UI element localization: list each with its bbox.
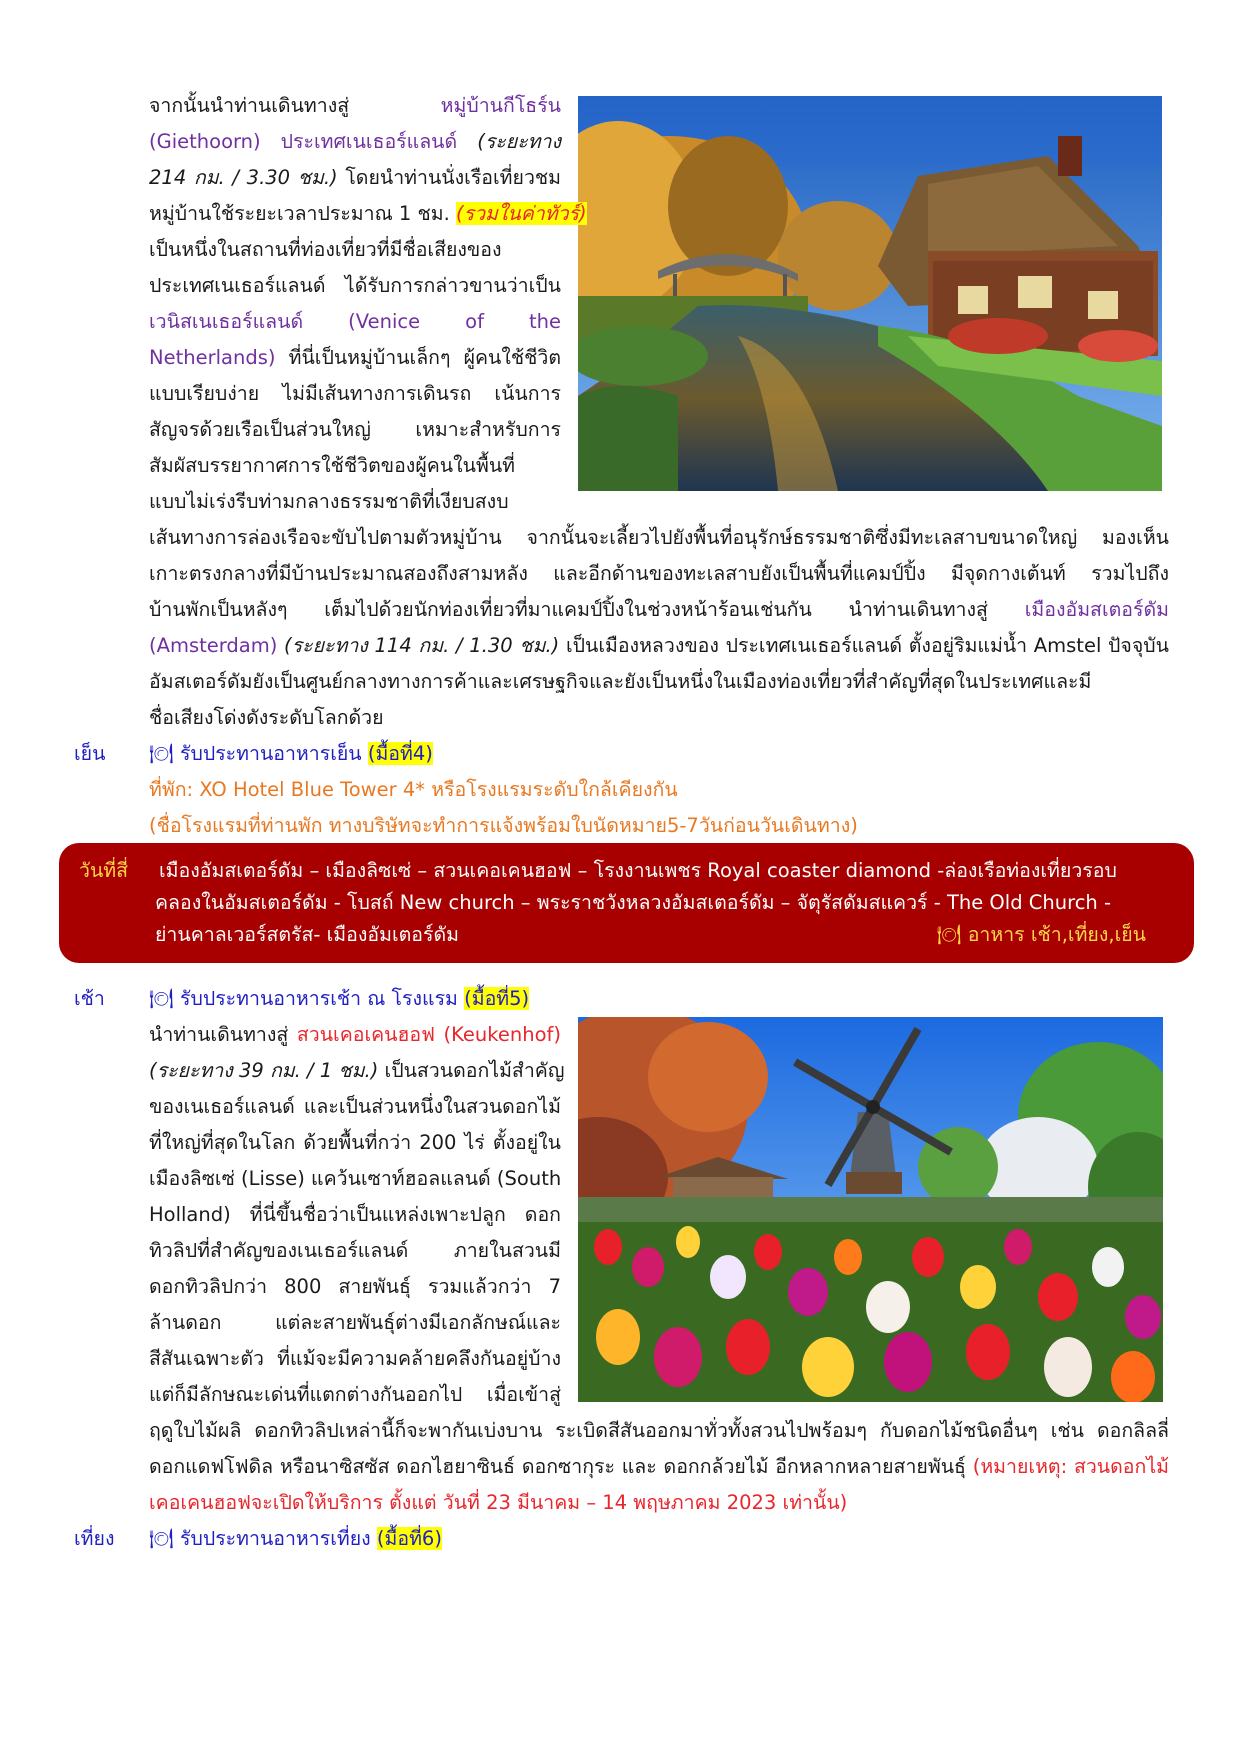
lunch-row xyxy=(149,1521,442,1557)
keukenhof-garden-name: สวนเคอเคนฮอฟ (Keukenhof) xyxy=(296,1023,561,1046)
giethoorn-line-6: ประเทศเนเธอร์แลนด์ ได้รับการกล่าวขานว่าเป็น xyxy=(149,274,561,297)
giethoorn-line-4 xyxy=(149,196,587,232)
keukenhof-distance: (ระยะทาง 39 กม. / 1 ชม.) xyxy=(149,1059,379,1082)
hotel-note: (ชื่อโรงแรมที่ท่านพัก ทางบริษัทจะทำการแจ้งพร้อมใบนัดหมาย5-7วันก่อนวันเดินทาง) xyxy=(149,814,858,837)
amsterdam-english-name: (Amsterdam) xyxy=(149,634,278,657)
meal-icon: 🍽 xyxy=(149,1527,174,1550)
keukenhof-line-10: สีสันเฉพาะตัว ที่แม้จะมีความคล้ายคลึงกันอยู่บ้าง xyxy=(149,1347,561,1370)
giethoorn-village-life: ที่นี่เป็นหมู่บ้านเล็กๆ ผู้คนใช้ชีวิต xyxy=(275,346,561,369)
itinerary-line-2: คลองในอัมสเตอร์ดัม - โบสถ์ New church – พระราชวังหลวงอัมสเตอร์ดัม – จัตุรัสดัมสแควร์ - The Old Church - xyxy=(155,891,1112,914)
amsterdam-city-name: เมืองอัมสเตอร์ดัม xyxy=(1024,598,1169,621)
dinner-text: รับประทานอาหารเย็น xyxy=(173,742,368,765)
keukenhof-note-start: (หมายเหตุ: สวนดอกไม้ xyxy=(972,1455,1169,1478)
dinner-meal-count: (มื้อที่4) xyxy=(367,742,433,765)
day-four-banner xyxy=(59,843,1194,963)
amsterdam-distance: (ระยะทาง 114 กม. / 1.30 ชม.) xyxy=(277,634,560,657)
lunch-text: รับประทานอาหารเที่ยง xyxy=(173,1527,377,1550)
giethoorn-line-15 xyxy=(149,592,1169,628)
giethoorn-line-12: แบบไม่เร่งรีบท่ามกลางธรรมชาติที่เงียบสงบ xyxy=(149,490,509,513)
keukenhof-line-5: เมืองลิซเซ่ (Lisse) แคว้นเซาท์ฮอลแลนด์ (South xyxy=(149,1167,562,1190)
keukenhof-flower-types: ดอกแดฟโฟดิล หรือนาซิสซัส ดอกไฮยาซินธ์ ดอกซากุระ และ ดอกกล้วยไม้ อีกหลากหลายสายพันธุ์ xyxy=(149,1455,973,1478)
giethoorn-line-2 xyxy=(149,124,561,160)
giethoorn-distance: 214 กม. / 3.30 ชม.) xyxy=(149,166,338,189)
netherlands-term: Netherlands) xyxy=(149,346,276,369)
keukenhof-windmill-illustration xyxy=(578,1017,1163,1402)
keukenhof-line-11: แต่ก็มีลักษณะเด่นที่แตกต่างกันออกไป เมื่อเข้าสู่ xyxy=(149,1383,561,1406)
giethoorn-line-3 xyxy=(149,160,561,196)
giethoorn-line-5: เป็นหนึ่งในสถานที่ท่องเที่ยวที่มีชื่อเสียงของ xyxy=(149,238,502,261)
day-meals: 🍽 อาหาร เช้า,เที่ยง,เย็น xyxy=(936,923,1146,946)
keukenhof-line-9: ล้านดอก แต่ละสายพันธุ์ต่างมีเอกลักษณ์และ xyxy=(149,1311,561,1334)
giethoorn-line-18: ชื่อเสียงโด่งดังระดับโลกด้วย xyxy=(149,706,384,729)
meal-icon: 🍽 xyxy=(149,987,174,1010)
giethoorn-line-14: เกาะตรงกลางที่มีบ้านประมาณสองถึงสามหลัง และอีกด้านของทะเลสาบยังเป็นพื้นที่แคมป์ปิ้ง มีจุดกางเต้นท์ รวมไปถึง xyxy=(149,562,1169,585)
venice-of-netherlands: เวนิสเนเธอร์แลนด์ (Venice of the xyxy=(149,310,561,333)
keukenhof-opening-note: เคอเคนฮอฟจะเปิดให้บริการ ตั้งแต่ วันที่ 23 มีนาคม – 14 พฤษภาคม 2023 เท่านั้น) xyxy=(149,1491,848,1514)
hotel-info: ที่พัก: XO Hotel Blue Tower 4* หรือโรงแรมระดับใกล้เคียงกัน xyxy=(149,778,678,801)
giethoorn-boat-tour: โดยนำท่านนั่งเรือเที่ยวชม xyxy=(337,166,561,189)
giethoorn-line-10: สัญจรด้วยเรือเป็นส่วนใหญ่ เหมาะสำหรับการ xyxy=(149,418,561,441)
breakfast-text: รับประทานอาหารเช้า ณ โรงแรม xyxy=(173,987,465,1010)
keukenhof-line-4: ที่ใหญ่ที่สุดในโลก ด้วยพื้นที่กว่า 200 ไร่ ตั้งอยู่ใน xyxy=(149,1131,561,1154)
giethoorn-line-11: สัมผัสบรรยากาศการใช้ชีวิตของผู้คนในพื้นที่ xyxy=(149,454,516,477)
giethoorn-intro: จากนั้นนำท่านเดินทางสู่ xyxy=(149,94,441,117)
giethoorn-village-photo xyxy=(578,96,1162,491)
included-in-tour-badge: (รวมในค่าทัวร์) xyxy=(456,202,587,225)
lunch-meal-count: (มื้อที่6) xyxy=(376,1527,442,1550)
dinner-row xyxy=(149,736,433,772)
keukenhof-line-1 xyxy=(149,1017,561,1053)
dinner-label: เย็น xyxy=(74,742,106,765)
keukenhof-line-8: ดอกทิวลิปกว่า 800 สายพันธุ์ รวมแล้วกว่า 7 xyxy=(149,1275,561,1298)
meal-icon: 🍽 xyxy=(149,742,174,765)
lunch-label: เที่ยง xyxy=(74,1527,115,1550)
giethoorn-distance-start: (ระยะทาง xyxy=(457,130,561,153)
giethoorn-line-17: อัมสเตอร์ดัมยังเป็นศูนย์กลางทางการค้าและเศรษฐกิจและยังเป็นหนึ่งในเมืองท่องเที่ยวที่สำคัญที่สุดในประเทศและมี xyxy=(149,670,1092,693)
giethoorn-line-16 xyxy=(149,628,1169,664)
giethoorn-line-9: แบบเรียบง่าย ไม่มีเส้นทางการเดินรถ เน้นการ xyxy=(149,382,561,405)
giethoorn-location: (Giethoorn) ประเทศเนเธอร์แลนด์ xyxy=(149,130,458,153)
keukenhof-line-2 xyxy=(149,1053,565,1089)
breakfast-label: เช้า xyxy=(74,987,105,1010)
keukenhof-tulip-photo xyxy=(578,1017,1163,1402)
giethoorn-village-illustration xyxy=(578,96,1162,491)
giethoorn-line-8 xyxy=(149,340,561,376)
breakfast-row xyxy=(149,981,529,1017)
day-four-label: วันที่สี่ xyxy=(79,859,129,882)
amsterdam-description: เป็นเมืองหลวงของ ประเทศเนเธอร์แลนด์ ตั้งอยู่ริมแม่น้ำ Amstel ปัจจุบัน xyxy=(559,634,1169,657)
giethoorn-line-13: เส้นทางการล่องเรือจะขับไปตามตัวหมู่บ้าน จากนั้นจะเลี้ยวไปยังพื้นที่อนุรักษ์ธรรมชาติซึ่งมีทะเลสาบขนาดใหญ่ มองเห็น xyxy=(149,526,1169,549)
breakfast-meal-count: (มื้อที่5) xyxy=(464,987,530,1010)
keukenhof-line-12: ฤดูใบไม้ผลิ ดอกทิวลิปเหล่านี้ก็จะพากันเบ่งบาน ระเบิดสีสันออกมาทั่วทั้งสวนไปพร้อมๆ กับดอกไม้ชนิดอื่นๆ เช่น ดอกลิลลี่ xyxy=(149,1419,1169,1442)
itinerary-line-1: เมืองอัมสเตอร์ดัม – เมืองลิซเซ่ – สวนเคอเคนฮอฟ – โรงงานเพชร Royal coaster diamond -ล่องเรือท่องเที่ยวรอบ xyxy=(159,859,1117,882)
giethoorn-line-1 xyxy=(149,88,561,124)
itinerary-line-3: ย่านคาลเวอร์สตรัส- เมืองอัมเตอร์ดัม xyxy=(155,923,459,946)
keukenhof-description-start: เป็นสวนดอกไม้สำคัญ xyxy=(378,1059,565,1082)
keukenhof-line-7: ทิวลิปที่สำคัญของเนเธอร์แลนด์ ภายในสวนมี xyxy=(149,1239,561,1262)
giethoorn-village-name: หมู่บ้านกีโธร์น xyxy=(440,94,561,117)
keukenhof-line-3: ของเนเธอร์แลนด์ และเป็นส่วนหนึ่งในสวนดอกไม้ xyxy=(149,1095,561,1118)
giethoorn-duration: หมู่บ้านใช้ระยะเวลาประมาณ 1 ชม. xyxy=(149,202,456,225)
keukenhof-intro: นำท่านเดินทางสู่ xyxy=(149,1023,297,1046)
keukenhof-line-6: Holland) ที่นี่ขึ้นชื่อว่าเป็นแหล่งเพาะปลูก ดอก xyxy=(149,1203,561,1226)
amsterdam-intro: บ้านพักเป็นหลังๆ เต็มไปด้วยนักท่องเที่ยวที่มาแคมป์ปิ้งในช่วงหน้าร้อนเช่นกัน นำท่านเดินทางสู่ xyxy=(149,598,1025,621)
keukenhof-line-13 xyxy=(149,1449,1169,1485)
